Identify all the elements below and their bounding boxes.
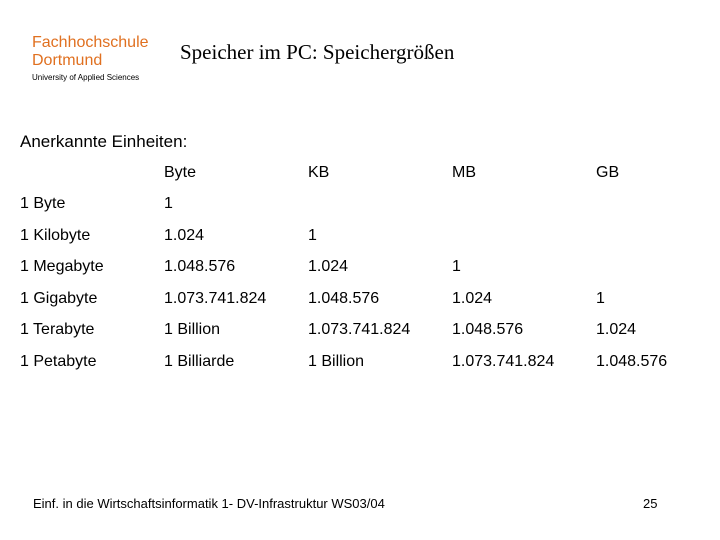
table-row	[20, 283, 696, 315]
slide-title: Speicher im PC: Speichergrößen	[180, 40, 455, 64]
section-heading: Anerkannte Einheiten:	[20, 132, 188, 151]
table-row	[20, 315, 696, 347]
table-cell	[452, 189, 596, 221]
column-header: MB	[452, 163, 476, 181]
table-cell: 1.073.741.824	[452, 352, 555, 370]
table-row	[20, 220, 696, 252]
table-cell: 1	[452, 258, 461, 276]
table-cell: 1 Billion	[308, 352, 365, 370]
table-cell: 1 Billiarde	[164, 352, 235, 370]
table-cell	[596, 220, 696, 252]
row-label: 1 Petabyte	[20, 352, 97, 370]
row-label: 1 Kilobyte	[20, 226, 91, 244]
row-label: 1 Megabyte	[20, 258, 104, 276]
table-cell: 1	[308, 226, 317, 244]
table-cell: 1	[164, 195, 173, 213]
table-row	[20, 252, 696, 284]
column-header: GB	[596, 163, 620, 181]
table-cell: 1.048.576	[164, 258, 236, 276]
table-cell: 1.073.741.824	[308, 321, 411, 339]
table-cell: 1	[596, 289, 605, 307]
table-header-row	[20, 157, 696, 189]
table-row	[20, 189, 696, 221]
table-cell: 1.024	[596, 321, 637, 339]
table-cell: 1.024	[452, 289, 493, 307]
column-header: Byte	[164, 163, 197, 181]
table-cell	[596, 189, 696, 221]
table-cell	[452, 220, 596, 252]
table-cell: 1.048.576	[308, 289, 380, 307]
table-row	[20, 346, 696, 378]
table-cell	[308, 189, 452, 221]
page-number: 25	[643, 496, 658, 511]
logo-line-2: Dortmund	[32, 52, 103, 69]
row-label: 1 Gigabyte	[20, 289, 98, 307]
footer-text: Einf. in die Wirtschaftsinformatik 1- DV-Infrastruktur WS03/04	[33, 496, 385, 511]
table-cell: 1.024	[308, 258, 349, 276]
logo-line-1: Fachhochschule	[32, 34, 149, 51]
table-cell: 1.048.576	[452, 321, 524, 339]
table-cell: 1.073.741.824	[164, 289, 267, 307]
university-subtitle: University of Applied Sciences	[32, 73, 140, 82]
table-cell: 1.024	[164, 226, 205, 244]
column-header: KB	[308, 163, 330, 181]
units-table	[20, 157, 696, 378]
table-cell	[596, 252, 696, 284]
table-cell: 1.048.576	[596, 352, 668, 370]
table-cell: 1 Billion	[164, 321, 221, 339]
column-header	[20, 157, 164, 189]
row-label: 1 Byte	[20, 195, 66, 213]
row-label: 1 Terabyte	[20, 321, 95, 339]
